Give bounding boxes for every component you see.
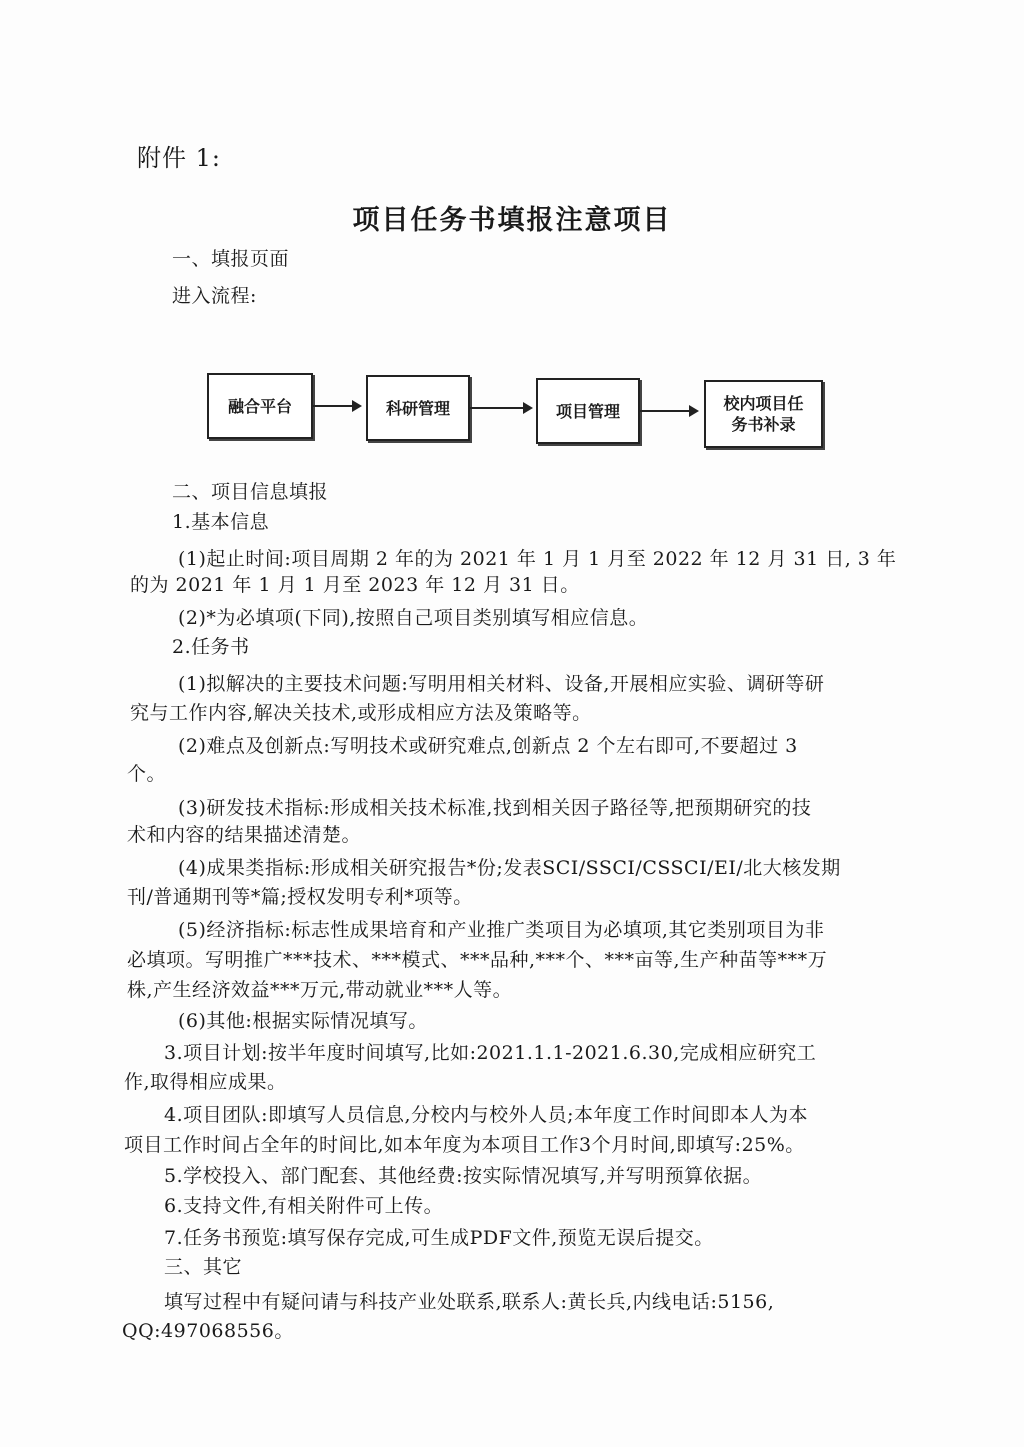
subheading-task-book: 2.任务书 [172, 636, 250, 658]
paragraph-line: (6)其他:根据实际情况填写。 [178, 1010, 428, 1032]
attachment-label: 附件 1: [137, 144, 221, 172]
flow-step-task-book-entry: 校内项目任 务书补录 [704, 380, 823, 448]
paragraph-line: 项目工作时间占全年的时间比,如本年度为本项目工作3个月时间,即填写:25%。 [124, 1134, 805, 1156]
paragraph-line: (1)拟解决的主要技术问题:写明用相关材料、设备,开展相应实验、调研等研 [178, 673, 825, 695]
flow-arrow-1 [312, 405, 360, 407]
paragraph-line: 究与工作内容,解决关技术,或形成相应方法及策略等。 [130, 702, 592, 724]
paragraph-line: (1)起止时间:项目周期 2 年的为 2021 年 1 月 1 月至 2022 年 12 月 31 日, 3 年 [178, 548, 897, 570]
flow-arrow-2 [469, 407, 531, 409]
paragraph-line: 刊/普通期刊等*篇;授权发明专利*项等。 [127, 886, 473, 908]
contact-qq-line: QQ:497068556。 [122, 1320, 294, 1342]
paragraph-line: 4.项目团队:即填写人员信息,分校内与校外人员;本年度工作时间即本人为本 [164, 1104, 808, 1126]
section3-heading: 三、其它 [164, 1256, 243, 1278]
paragraph-line: (5)经济指标:标志性成果培育和产业推广类项目为必填项,其它类别项目为非 [178, 919, 825, 941]
paragraph-line: (2)难点及创新点:写明技术或研究难点,创新点 2 个左右即可,不要超过 3 [178, 735, 798, 757]
paragraph-line: 个。 [127, 763, 167, 785]
paragraph-line: 6.支持文件,有相关附件可上传。 [164, 1195, 444, 1217]
paragraph-line: (4)成果类指标:形成相关研究报告*份;发表SCI/SSCI/CSSCI/EI/北大核发期 [178, 857, 841, 879]
section2-heading: 二、项目信息填报 [172, 481, 329, 503]
paragraph-line: 7.任务书预览:填写保存完成,可生成PDF文件,预览无误后提交。 [164, 1227, 714, 1249]
subheading-basic-info: 1.基本信息 [172, 511, 270, 533]
paragraph-line: 术和内容的结果描述清楚。 [127, 824, 362, 846]
paragraph-line: 作,取得相应成果。 [124, 1071, 287, 1093]
flow-intro: 进入流程: [172, 285, 257, 307]
paragraph-line: 3.项目计划:按半年度时间填写,比如:2021.1.1-2021.6.30,完成相应研究工 [164, 1042, 817, 1064]
flow-arrow-3 [639, 410, 697, 412]
flow-step-fusion-platform: 融合平台 [207, 373, 313, 439]
flow-step-project-management: 项目管理 [536, 378, 640, 444]
contact-line: 填写过程中有疑问请与科技产业处联系,联系人:黄长兵,内线电话:5156, [164, 1291, 775, 1313]
paragraph-line: 必填项。写明推广***技术、***模式、***品种,***个、***亩等,生产种苗等***万 [127, 949, 828, 971]
paragraph-line: 的为 2021 年 1 月 1 月至 2023 年 12 月 31 日。 [130, 574, 580, 596]
paragraph-line: (2)*为必填项(下同),按照自己项目类别填写相应信息。 [178, 607, 649, 629]
section1-heading: 一、填报页面 [172, 248, 290, 270]
flow-step-research-management: 科研管理 [366, 375, 470, 441]
paragraph-line: 5.学校投入、部门配套、其他经费:按实际情况填写,并写明预算依据。 [164, 1165, 763, 1187]
page-title: 项目任务书填报注意项目 [352, 205, 672, 236]
paragraph-line: (3)研发技术指标:形成相关技术标准,找到相关因子路径等,把预期研究的技 [178, 797, 812, 819]
paragraph-line: 株,产生经济效益***万元,带动就业***人等。 [127, 979, 513, 1001]
